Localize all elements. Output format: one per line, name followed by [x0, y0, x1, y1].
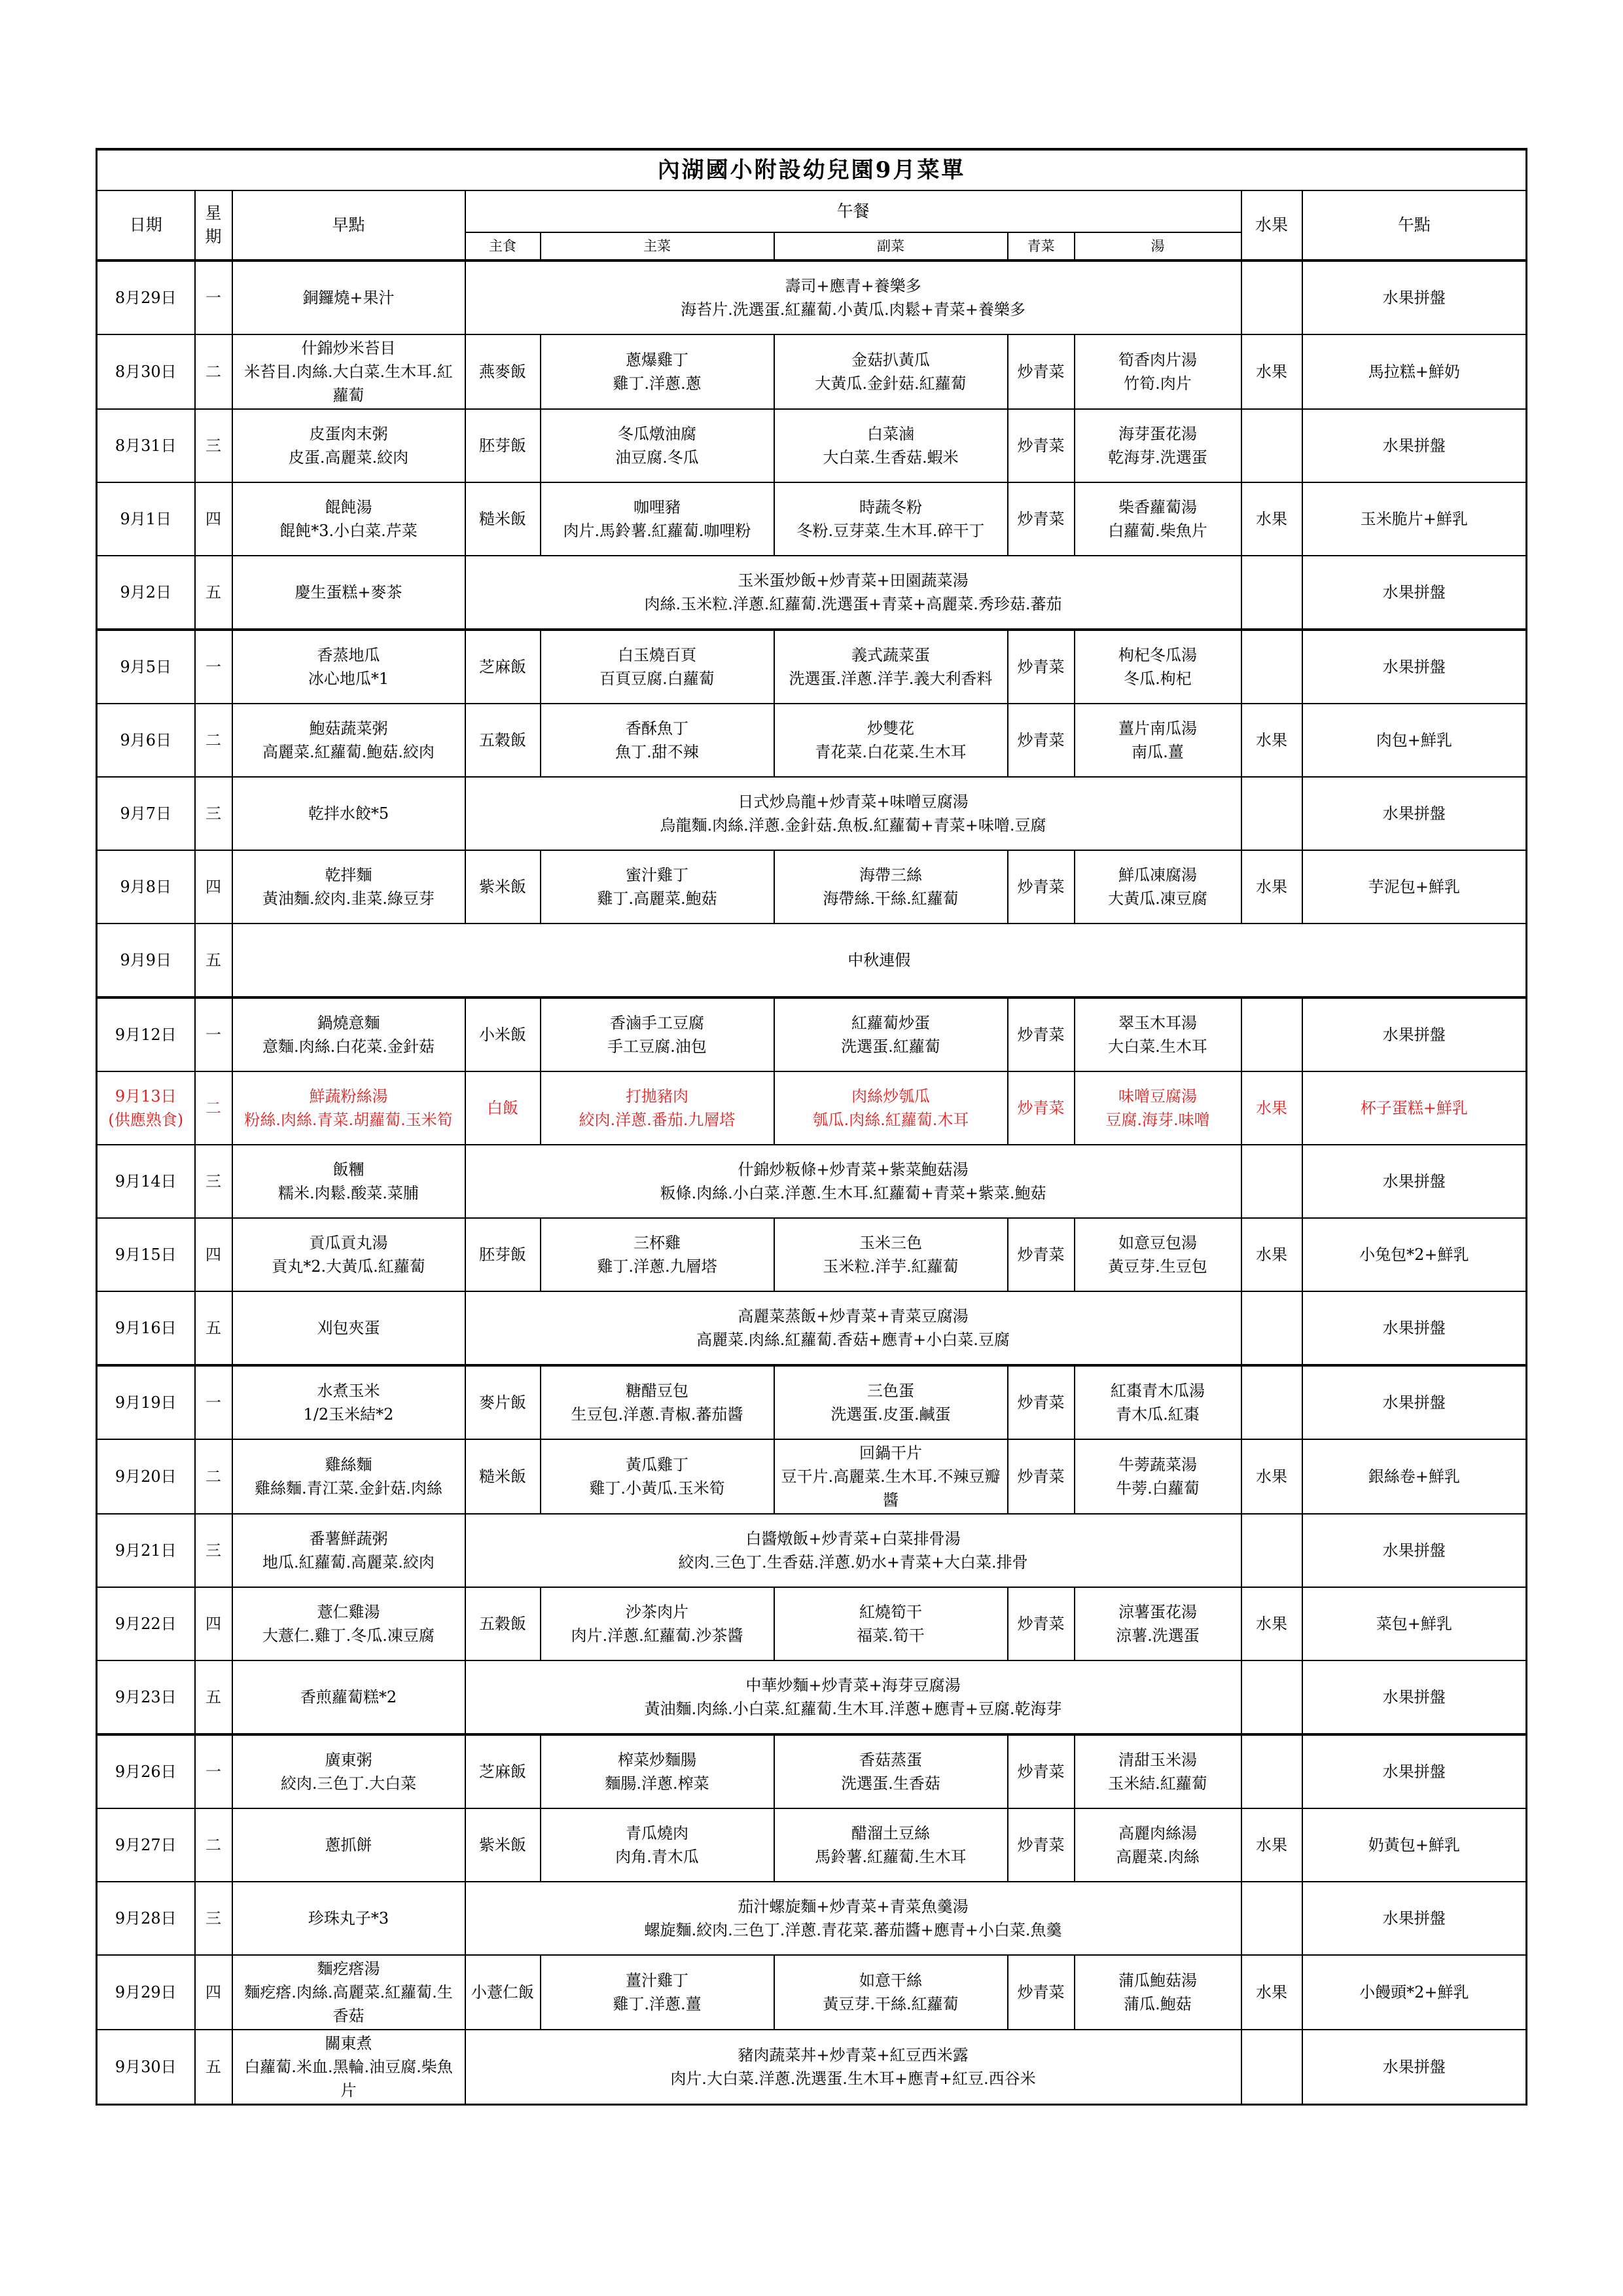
weekday-cell: 四	[195, 1955, 232, 2030]
header-main-dish: 主菜	[541, 232, 774, 260]
fruit-cell	[1241, 630, 1302, 704]
header-lunch: 午餐	[465, 190, 1241, 232]
table-row	[97, 556, 1527, 630]
snack-cell: 肉包+鮮乳	[1302, 704, 1527, 777]
table-row	[97, 850, 1527, 924]
staple-cell: 紫米飯	[465, 850, 541, 924]
fruit-cell	[1241, 1145, 1302, 1218]
fruit-cell: 水果	[1241, 1218, 1302, 1291]
greens-cell: 炒青菜	[1008, 1587, 1075, 1660]
fruit-cell: 水果	[1241, 482, 1302, 556]
menu-table	[96, 148, 1527, 2106]
main-dish-cell: 糖醋豆包 生豆包.洋蔥.青椒.蕃茄醬	[541, 1365, 774, 1439]
table-row	[97, 1291, 1527, 1365]
staple-cell: 燕麥飯	[465, 334, 541, 409]
greens-cell: 炒青菜	[1008, 850, 1075, 924]
side-dish-cell: 紅燒筍干 福菜.筍干	[774, 1587, 1008, 1660]
table-row	[97, 1439, 1527, 1514]
date-cell: 9月1日	[97, 482, 195, 556]
main-dish-cell: 咖哩豬 肉片.馬鈴薯.紅蘿蔔.咖哩粉	[541, 482, 774, 556]
date-cell: 9月27日	[97, 1808, 195, 1882]
weekday-cell: 二	[195, 1808, 232, 1882]
table-row	[97, 260, 1527, 334]
breakfast-cell: 銅鑼燒+果汁	[232, 260, 465, 334]
breakfast-cell: 番薯鮮蔬粥 地瓜.紅蘿蔔.高麗菜.絞肉	[232, 1514, 465, 1587]
table-row	[97, 409, 1527, 482]
staple-cell: 小薏仁飯	[465, 1955, 541, 2030]
fruit-cell: 水果	[1241, 1071, 1302, 1145]
header-weekday: 星期	[195, 190, 232, 260]
date-cell: 9月16日	[97, 1291, 195, 1365]
main-dish-cell: 打拋豬肉 絞肉.洋蔥.番茄.九層塔	[541, 1071, 774, 1145]
fruit-cell: 水果	[1241, 850, 1302, 924]
table-row	[97, 1808, 1527, 1882]
date-cell: 9月2日	[97, 556, 195, 630]
main-dish-cell: 青瓜燒肉 肉角.青木瓜	[541, 1808, 774, 1882]
main-dish-cell: 蔥爆雞丁 雞丁.洋蔥.蔥	[541, 334, 774, 409]
fruit-cell: 水果	[1241, 704, 1302, 777]
table-row	[97, 1071, 1527, 1145]
weekday-cell: 二	[195, 1071, 232, 1145]
date-cell: 9月20日	[97, 1439, 195, 1514]
fruit-cell: 水果	[1241, 1808, 1302, 1882]
snack-cell: 水果拼盤	[1302, 1734, 1527, 1808]
table-row	[97, 1660, 1527, 1734]
header-snack: 午點	[1302, 190, 1527, 260]
side-dish-cell: 三色蛋 洗選蛋.皮蛋.鹹蛋	[774, 1365, 1008, 1439]
snack-cell: 水果拼盤	[1302, 997, 1527, 1071]
snack-cell: 水果拼盤	[1302, 1514, 1527, 1587]
table-row	[97, 1955, 1527, 2030]
main-dish-cell: 香滷手工豆腐 手工豆腐.油包	[541, 997, 774, 1071]
header-date: 日期	[97, 190, 195, 260]
header-breakfast: 早點	[232, 190, 465, 260]
staple-cell: 小米飯	[465, 997, 541, 1071]
date-cell: 9月21日	[97, 1514, 195, 1587]
fruit-cell	[1241, 260, 1302, 334]
snack-cell: 水果拼盤	[1302, 2030, 1527, 2105]
fruit-cell	[1241, 1660, 1302, 1734]
table-row	[97, 1882, 1527, 1955]
breakfast-cell: 麵疙瘩湯 麵疙瘩.肉絲.高麗菜.紅蘿蔔.生香菇	[232, 1955, 465, 2030]
date-cell: 8月30日	[97, 334, 195, 409]
table-row	[97, 1218, 1527, 1291]
lunch-combined-cell: 高麗菜蒸飯+炒青菜+青菜豆腐湯 高麗菜.肉絲.紅蘿蔔.香菇+應青+小白菜.豆腐	[465, 1291, 1241, 1365]
breakfast-cell: 乾拌水餃*5	[232, 777, 465, 850]
main-dish-cell: 白玉燒百頁 百頁豆腐.白蘿蔔	[541, 630, 774, 704]
fruit-cell: 水果	[1241, 1587, 1302, 1660]
page-title: 內湖國小附設幼兒園9月菜單	[97, 149, 1527, 190]
fruit-cell: 水果	[1241, 334, 1302, 409]
weekday-cell: 四	[195, 482, 232, 556]
snack-cell: 菜包+鮮乳	[1302, 1587, 1527, 1660]
staple-cell: 胚芽飯	[465, 409, 541, 482]
lunch-combined-cell: 玉米蛋炒飯+炒青菜+田園蔬菜湯 肉絲.玉米粒.洋蔥.紅蘿蔔.洗選蛋+青菜+高麗菜.秀珍菇.蕃茄	[465, 556, 1241, 630]
side-dish-cell: 時蔬冬粉 冬粉.豆芽菜.生木耳.碎干丁	[774, 482, 1008, 556]
staple-cell: 五穀飯	[465, 704, 541, 777]
lunch-combined-cell: 什錦炒粄條+炒青菜+紫菜鮑菇湯 粄條.肉絲.小白菜.洋蔥.生木耳.紅蘿蔔+青菜+紫菜.鮑菇	[465, 1145, 1241, 1218]
snack-cell: 水果拼盤	[1302, 1291, 1527, 1365]
table-row	[97, 2030, 1527, 2105]
date-cell: 8月29日	[97, 260, 195, 334]
side-dish-cell: 如意干絲 黃豆芽.干絲.紅蘿蔔	[774, 1955, 1008, 2030]
staple-cell: 白飯	[465, 1071, 541, 1145]
greens-cell: 炒青菜	[1008, 1218, 1075, 1291]
fruit-cell	[1241, 777, 1302, 850]
fruit-cell	[1241, 1514, 1302, 1587]
breakfast-cell: 貢瓜貢丸湯 貢丸*2.大黃瓜.紅蘿蔔	[232, 1218, 465, 1291]
greens-cell: 炒青菜	[1008, 334, 1075, 409]
date-cell: 9月14日	[97, 1145, 195, 1218]
lunch-combined-cell: 豬肉蔬菜丼+炒青菜+紅豆西米露 肉片.大白菜.洋蔥.洗選蛋.生木耳+應青+紅豆.西谷米	[465, 2030, 1241, 2105]
staple-cell: 胚芽飯	[465, 1218, 541, 1291]
weekday-cell: 一	[195, 260, 232, 334]
snack-cell: 水果拼盤	[1302, 1145, 1527, 1218]
weekday-cell: 一	[195, 997, 232, 1071]
lunch-combined-cell: 壽司+應青+養樂多 海苔片.洗選蛋.紅蘿蔔.小黃瓜.肉鬆+青菜+養樂多	[465, 260, 1241, 334]
breakfast-cell: 珍珠丸子*3	[232, 1882, 465, 1955]
date-cell: 9月8日	[97, 850, 195, 924]
fruit-cell	[1241, 556, 1302, 630]
menu-body	[97, 260, 1527, 2105]
table-row	[97, 924, 1527, 997]
date-cell: 9月22日	[97, 1587, 195, 1660]
snack-cell: 銀絲卷+鮮乳	[1302, 1439, 1527, 1514]
date-cell: 9月12日	[97, 997, 195, 1071]
fruit-cell	[1241, 1291, 1302, 1365]
table-row	[97, 704, 1527, 777]
breakfast-cell: 鍋燒意麵 意麵.肉絲.白花菜.金針菇	[232, 997, 465, 1071]
weekday-cell: 四	[195, 850, 232, 924]
header-fruit: 水果	[1241, 190, 1302, 260]
breakfast-cell: 什錦炒米苔目 米苔目.肉絲.大白菜.生木耳.紅蘿蔔	[232, 334, 465, 409]
breakfast-cell: 廣東粥 絞肉.三色丁.大白菜	[232, 1734, 465, 1808]
soup-cell: 高麗肉絲湯 高麗菜.肉絲	[1075, 1808, 1241, 1882]
soup-cell: 枸杞冬瓜湯 冬瓜.枸杞	[1075, 630, 1241, 704]
fruit-cell	[1241, 409, 1302, 482]
weekday-cell: 五	[195, 924, 232, 997]
side-dish-cell: 玉米三色 玉米粒.洋芋.紅蘿蔔	[774, 1218, 1008, 1291]
breakfast-cell: 水煮玉米 1/2玉米結*2	[232, 1365, 465, 1439]
snack-cell: 奶黃包+鮮乳	[1302, 1808, 1527, 1882]
main-dish-cell: 冬瓜燉油腐 油豆腐.冬瓜	[541, 409, 774, 482]
snack-cell: 芋泥包+鮮乳	[1302, 850, 1527, 924]
date-cell: 9月7日	[97, 777, 195, 850]
main-dish-cell: 黃瓜雞丁 雞丁.小黃瓜.玉米筍	[541, 1439, 774, 1514]
breakfast-cell: 慶生蛋糕+麥茶	[232, 556, 465, 630]
header-staple: 主食	[465, 232, 541, 260]
greens-cell: 炒青菜	[1008, 1734, 1075, 1808]
soup-cell: 味噌豆腐湯 豆腐.海芽.味噌	[1075, 1071, 1241, 1145]
soup-cell: 清甜玉米湯 玉米結.紅蘿蔔	[1075, 1734, 1241, 1808]
breakfast-cell: 薏仁雞湯 大薏仁.雞丁.冬瓜.凍豆腐	[232, 1587, 465, 1660]
date-cell: 9月13日 (供應熟食)	[97, 1071, 195, 1145]
side-dish-cell: 回鍋干片 豆干片.高麗菜.生木耳.不辣豆瓣醬	[774, 1439, 1008, 1514]
main-dish-cell: 榨菜炒麵腸 麵腸.洋蔥.榨菜	[541, 1734, 774, 1808]
soup-cell: 如意豆包湯 黃豆芽.生豆包	[1075, 1218, 1241, 1291]
weekday-cell: 一	[195, 1734, 232, 1808]
lunch-combined-cell: 白醬燉飯+炒青菜+白菜排骨湯 絞肉.三色丁.生香菇.洋蔥.奶水+青菜+大白菜.排骨	[465, 1514, 1241, 1587]
snack-cell: 水果拼盤	[1302, 1365, 1527, 1439]
holiday-cell: 中秋連假	[232, 924, 1527, 997]
fruit-cell	[1241, 1734, 1302, 1808]
soup-cell: 薑片南瓜湯 南瓜.薑	[1075, 704, 1241, 777]
weekday-cell: 三	[195, 777, 232, 850]
staple-cell: 糙米飯	[465, 1439, 541, 1514]
lunch-combined-cell: 中華炒麵+炒青菜+海芽豆腐湯 黃油麵.肉絲.小白菜.紅蘿蔔.生木耳.洋蔥+應青+豆腐.乾海芽	[465, 1660, 1241, 1734]
date-cell: 9月19日	[97, 1365, 195, 1439]
fruit-cell: 水果	[1241, 1439, 1302, 1514]
date-cell: 9月6日	[97, 704, 195, 777]
date-cell: 9月9日	[97, 924, 195, 997]
table-row	[97, 630, 1527, 704]
header-soup: 湯	[1075, 232, 1241, 260]
greens-cell: 炒青菜	[1008, 1808, 1075, 1882]
fruit-cell: 水果	[1241, 1955, 1302, 2030]
breakfast-cell: 蔥抓餅	[232, 1808, 465, 1882]
snack-cell: 水果拼盤	[1302, 1660, 1527, 1734]
greens-cell: 炒青菜	[1008, 1955, 1075, 2030]
snack-cell: 水果拼盤	[1302, 260, 1527, 334]
fruit-cell	[1241, 1882, 1302, 1955]
side-dish-cell: 義式蔬菜蛋 洗選蛋.洋蔥.洋芋.義大利香料	[774, 630, 1008, 704]
weekday-cell: 二	[195, 1439, 232, 1514]
snack-cell: 馬拉糕+鮮奶	[1302, 334, 1527, 409]
breakfast-cell: 刈包夾蛋	[232, 1291, 465, 1365]
breakfast-cell: 餛飩湯 餛飩*3.小白菜.芹菜	[232, 482, 465, 556]
main-dish-cell: 沙茶肉片 肉片.洋蔥.紅蘿蔔.沙茶醬	[541, 1587, 774, 1660]
breakfast-cell: 香煎蘿蔔糕*2	[232, 1660, 465, 1734]
snack-cell: 水果拼盤	[1302, 777, 1527, 850]
main-dish-cell: 蜜汁雞丁 雞丁.高麗菜.鮑菇	[541, 850, 774, 924]
main-dish-cell: 三杯雞 雞丁.洋蔥.九層塔	[541, 1218, 774, 1291]
soup-cell: 翠玉木耳湯 大白菜.生木耳	[1075, 997, 1241, 1071]
snack-cell: 水果拼盤	[1302, 630, 1527, 704]
side-dish-cell: 香菇蒸蛋 洗選蛋.生香菇	[774, 1734, 1008, 1808]
table-row	[97, 1514, 1527, 1587]
breakfast-cell: 鮮蔬粉絲湯 粉絲.肉絲.青菜.胡蘿蔔.玉米筍	[232, 1071, 465, 1145]
table-row	[97, 334, 1527, 409]
side-dish-cell: 醋溜土豆絲 馬鈴薯.紅蘿蔔.生木耳	[774, 1808, 1008, 1882]
breakfast-cell: 雞絲麵 雞絲麵.青江菜.金針菇.肉絲	[232, 1439, 465, 1514]
greens-cell: 炒青菜	[1008, 630, 1075, 704]
date-cell: 9月28日	[97, 1882, 195, 1955]
greens-cell: 炒青菜	[1008, 1439, 1075, 1514]
table-row	[97, 1365, 1527, 1439]
greens-cell: 炒青菜	[1008, 1365, 1075, 1439]
date-cell: 9月15日	[97, 1218, 195, 1291]
weekday-cell: 二	[195, 334, 232, 409]
weekday-cell: 四	[195, 1218, 232, 1291]
snack-cell: 水果拼盤	[1302, 1882, 1527, 1955]
date-cell: 9月26日	[97, 1734, 195, 1808]
side-dish-cell: 海帶三絲 海帶絲.干絲.紅蘿蔔	[774, 850, 1008, 924]
breakfast-cell: 香蒸地瓜 冰心地瓜*1	[232, 630, 465, 704]
breakfast-cell: 皮蛋肉末粥 皮蛋.高麗菜.絞肉	[232, 409, 465, 482]
soup-cell: 蒲瓜鮑菇湯 蒲瓜.鮑菇	[1075, 1955, 1241, 2030]
fruit-cell	[1241, 2030, 1302, 2105]
side-dish-cell: 白菜滷 大白菜.生香菇.蝦米	[774, 409, 1008, 482]
staple-cell: 麥片飯	[465, 1365, 541, 1439]
soup-cell: 牛蒡蔬菜湯 牛蒡.白蘿蔔	[1075, 1439, 1241, 1514]
main-dish-cell: 香酥魚丁 魚丁.甜不辣	[541, 704, 774, 777]
snack-cell: 小饅頭*2+鮮乳	[1302, 1955, 1527, 2030]
weekday-cell: 二	[195, 704, 232, 777]
weekday-cell: 四	[195, 1587, 232, 1660]
staple-cell: 芝麻飯	[465, 1734, 541, 1808]
snack-cell: 玉米脆片+鮮乳	[1302, 482, 1527, 556]
side-dish-cell: 肉絲炒瓠瓜 瓠瓜.肉絲.紅蘿蔔.木耳	[774, 1071, 1008, 1145]
weekday-cell: 三	[195, 1514, 232, 1587]
weekday-cell: 五	[195, 556, 232, 630]
soup-cell: 紅棗青木瓜湯 青木瓜.紅棗	[1075, 1365, 1241, 1439]
table-row	[97, 1734, 1527, 1808]
date-cell: 9月5日	[97, 630, 195, 704]
main-dish-cell: 薑汁雞丁 雞丁.洋蔥.薑	[541, 1955, 774, 2030]
weekday-cell: 一	[195, 630, 232, 704]
weekday-cell: 三	[195, 1145, 232, 1218]
fruit-cell	[1241, 1365, 1302, 1439]
staple-cell: 紫米飯	[465, 1808, 541, 1882]
weekday-cell: 五	[195, 1660, 232, 1734]
staple-cell: 芝麻飯	[465, 630, 541, 704]
date-cell: 9月30日	[97, 2030, 195, 2105]
greens-cell: 炒青菜	[1008, 409, 1075, 482]
snack-cell: 水果拼盤	[1302, 409, 1527, 482]
table-row	[97, 1145, 1527, 1218]
lunch-combined-cell: 日式炒烏龍+炒青菜+味噌豆腐湯 烏龍麵.肉絲.洋蔥.金針菇.魚板.紅蘿蔔+青菜+味噌.豆腐	[465, 777, 1241, 850]
breakfast-cell: 鮑菇蔬菜粥 高麗菜.紅蘿蔔.鮑菇.絞肉	[232, 704, 465, 777]
table-row	[97, 482, 1527, 556]
greens-cell: 炒青菜	[1008, 704, 1075, 777]
staple-cell: 五穀飯	[465, 1587, 541, 1660]
breakfast-cell: 飯糰 糯米.肉鬆.酸菜.菜脯	[232, 1145, 465, 1218]
breakfast-cell: 關東煮 白蘿蔔.米血.黑輪.油豆腐.柴魚片	[232, 2030, 465, 2105]
staple-cell: 糙米飯	[465, 482, 541, 556]
table-row	[97, 997, 1527, 1071]
weekday-cell: 三	[195, 409, 232, 482]
fruit-cell	[1241, 997, 1302, 1071]
weekday-cell: 五	[195, 2030, 232, 2105]
soup-cell: 筍香肉片湯 竹筍.肉片	[1075, 334, 1241, 409]
header-side-dish: 副菜	[774, 232, 1008, 260]
menu-sheet	[96, 148, 1525, 2106]
date-cell: 9月29日	[97, 1955, 195, 2030]
date-cell: 9月23日	[97, 1660, 195, 1734]
table-row	[97, 1587, 1527, 1660]
greens-cell: 炒青菜	[1008, 1071, 1075, 1145]
date-cell: 8月31日	[97, 409, 195, 482]
snack-cell: 杯子蛋糕+鮮乳	[1302, 1071, 1527, 1145]
weekday-cell: 五	[195, 1291, 232, 1365]
weekday-cell: 一	[195, 1365, 232, 1439]
side-dish-cell: 炒雙花 青花菜.白花菜.生木耳	[774, 704, 1008, 777]
table-row	[97, 777, 1527, 850]
soup-cell: 海芽蛋花湯 乾海芽.洗選蛋	[1075, 409, 1241, 482]
header-greens: 青菜	[1008, 232, 1075, 260]
snack-cell: 水果拼盤	[1302, 556, 1527, 630]
snack-cell: 小兔包*2+鮮乳	[1302, 1218, 1527, 1291]
breakfast-cell: 乾拌麵 黃油麵.絞肉.韭菜.綠豆芽	[232, 850, 465, 924]
greens-cell: 炒青菜	[1008, 997, 1075, 1071]
weekday-cell: 三	[195, 1882, 232, 1955]
side-dish-cell: 金菇扒黃瓜 大黃瓜.金針菇.紅蘿蔔	[774, 334, 1008, 409]
side-dish-cell: 紅蘿蔔炒蛋 洗選蛋.紅蘿蔔	[774, 997, 1008, 1071]
soup-cell: 涼薯蛋花湯 涼薯.洗選蛋	[1075, 1587, 1241, 1660]
lunch-combined-cell: 茄汁螺旋麵+炒青菜+青菜魚羹湯 螺旋麵.絞肉.三色丁.洋蔥.青花菜.蕃茄醬+應青+小白菜.魚羹	[465, 1882, 1241, 1955]
soup-cell: 柴香蘿蔔湯 白蘿蔔.柴魚片	[1075, 482, 1241, 556]
soup-cell: 鮮瓜凍腐湯 大黃瓜.凍豆腐	[1075, 850, 1241, 924]
greens-cell: 炒青菜	[1008, 482, 1075, 556]
